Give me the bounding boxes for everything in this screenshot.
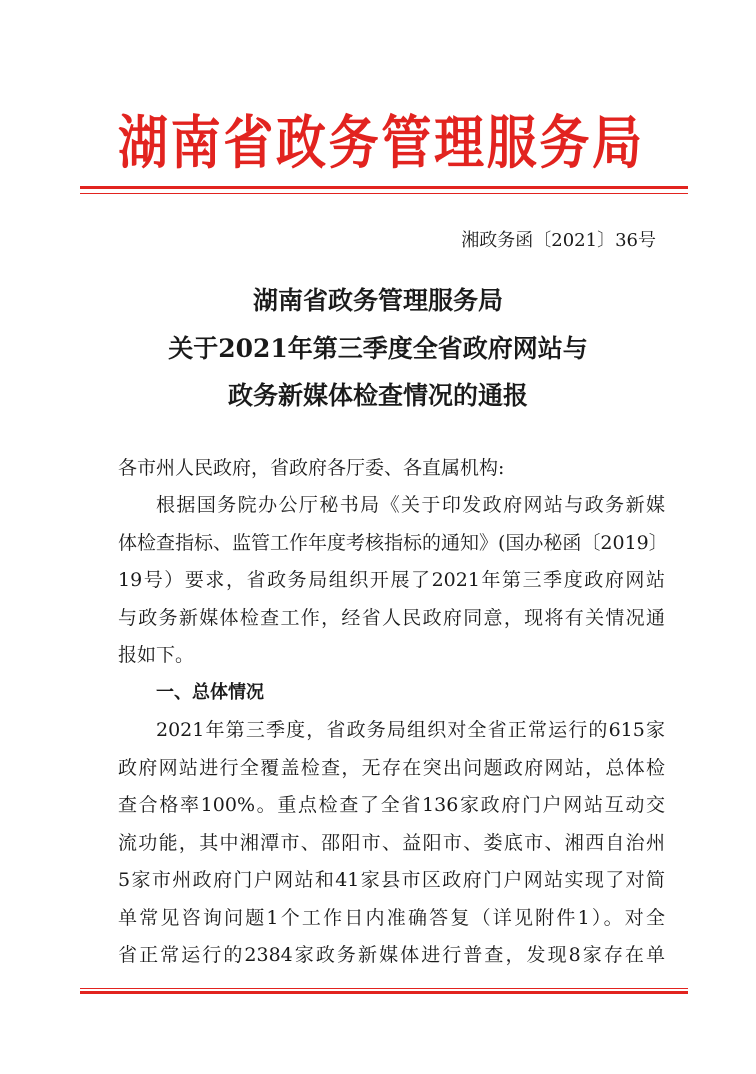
footer-divider-thick [80, 991, 688, 994]
document-title-line-3: 政务新媒体检查情况的通报 [227, 381, 528, 410]
paragraph-line: 与政务新媒体检查工作，经省人民政府同意，现将有关情况通 [118, 607, 665, 629]
paragraph-line: 单常见咨询问题1个工作日内准确答复（详见附件1）。对全 [118, 907, 665, 929]
footer-divider-thin [80, 988, 688, 989]
paragraph-line: 报如下。 [118, 644, 195, 666]
paragraph-line: 根据国务院办公厅秘书局《关于印发政府网站与政务新媒 [156, 494, 665, 516]
document-title-line-1: 湖南省政务管理服务局 [252, 286, 503, 315]
document-title-line-2: 关于2021年第三季度全省政府网站与 [168, 334, 588, 363]
paragraph-line: 体检查指标、监管工作年度考核指标的通知》(国办秘函〔2019〕 [118, 532, 668, 554]
section-heading: 一、总体情况 [156, 682, 264, 703]
document-number: 湘政务函〔2021〕36号 [461, 230, 656, 251]
paragraph-line: 19号）要求，省政务局组织开展了2021年第三季度政府网站 [118, 569, 665, 591]
paragraph-line: 2021年第三季度，省政务局组织对全省正常运行的615家 [156, 719, 665, 741]
paragraph-line: 查合格率100%。重点检查了全省136家政府门户网站互动交 [118, 794, 665, 816]
paragraph-line: 流功能，其中湘潭市、邵阳市、益阳市、娄底市、湘西自治州 [118, 832, 665, 854]
paragraph-line: 政府网站进行全覆盖检查，无存在突出问题政府网站，总体检 [118, 757, 665, 779]
salutation: 各市州人民政府，省政府各厅委、各直属机构: [118, 457, 505, 479]
masthead-divider-thin [80, 193, 688, 194]
masthead-divider-thick [80, 186, 688, 189]
paragraph-line: 5家市州政府门户网站和41家县市区政府门户网站实现了对简 [118, 869, 665, 891]
paragraph-line: 省正常运行的2384家政务新媒体进行普查，发现8家存在单 [118, 944, 665, 966]
masthead-title: 湖南省政务管理服务局 [118, 109, 642, 177]
